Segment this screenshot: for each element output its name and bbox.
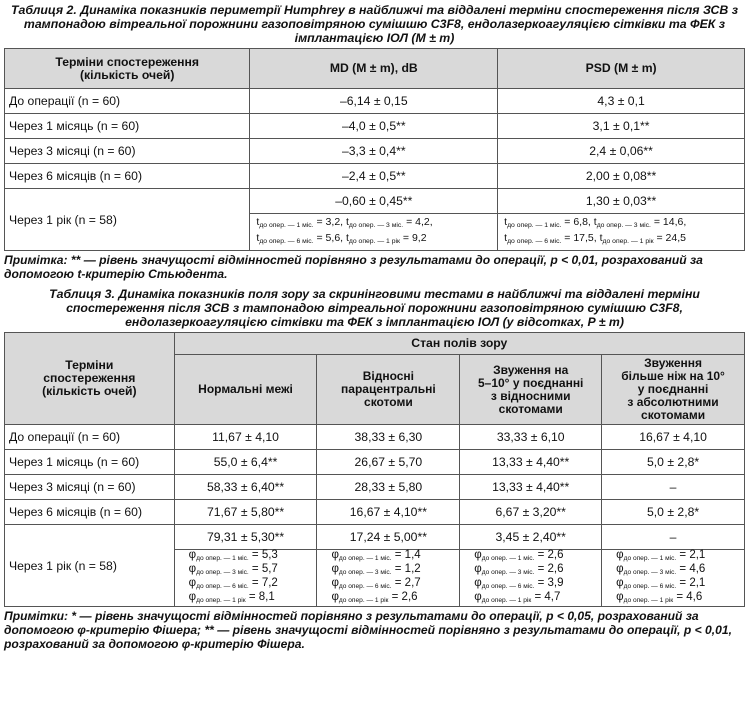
table-row — [5, 164, 745, 189]
relative-scotoma-value: 38,33 ± 6,30 — [317, 425, 460, 450]
phi-symbol: φ — [474, 577, 482, 589]
normal-value: 11,67 ± 4,10 — [174, 425, 317, 450]
phi-symbol: φ — [616, 563, 624, 575]
phi-value: = 1,4 — [391, 549, 421, 561]
table3 — [4, 332, 745, 607]
table3-header-period-line3: (кількість очей) — [42, 384, 137, 398]
psd-t-statistics — [498, 214, 745, 251]
t-subscript: до опер. — 3 міс. — [348, 222, 404, 229]
phi-line — [189, 550, 311, 564]
row-label: Через 6 місяців (n = 60) — [5, 164, 250, 189]
psd-value: 4,3 ± 0,1 — [498, 89, 745, 114]
psd-value: 1,30 ± 0,03** — [498, 189, 745, 214]
t-subscript: до опер. — 1 міс. — [507, 222, 562, 229]
psd-t-line2 — [504, 232, 738, 248]
header-line: парацентральні — [341, 382, 436, 396]
psd-t-line1 — [504, 216, 738, 232]
phi-symbol: φ — [331, 549, 339, 561]
table3-header-period-line2: спостереження — [43, 371, 136, 385]
table2-caption-label: Таблиця 2. — [10, 3, 77, 17]
psd-value: 2,4 ± 0,06** — [498, 139, 745, 164]
phi-subscript: до опер. — 1 міс. — [481, 555, 535, 562]
phi-line — [474, 564, 595, 578]
table-row — [5, 450, 745, 475]
row-label: Через 3 місяці (n = 60) — [5, 139, 250, 164]
phi-value: = 2,1 — [676, 549, 706, 561]
phi-line — [331, 564, 453, 578]
phi-subscript: до опер. — 1 рік — [481, 597, 532, 604]
phi-line — [616, 550, 738, 564]
row-label: Через 1 місяць (n = 60) — [5, 450, 175, 475]
t-value: = 5,6, — [313, 232, 346, 244]
phi-value: = 4,7 — [531, 591, 561, 603]
table2-caption-text: Динаміка показників периметрії Humphrey в найближчі та віддалені терміни спостереження після ЗСВ з тампонадою вітреальної порожнини газоповітряною сумішшю C3F8, ендолазеркоагуляцією сітківки та ФЕК з імплантацією ІОЛ (M ± m) — [23, 3, 739, 45]
table3-caption-label: Таблиця 3. — [49, 287, 115, 301]
md-t-line2 — [256, 232, 491, 248]
t-subscript: до опер. — 6 міс. — [507, 238, 562, 245]
phi-subscript: до опер. — 1 рік — [196, 597, 246, 604]
table2-header-period-line1: Терміни спостереження — [55, 54, 200, 69]
phi-value: = 2,6 — [534, 549, 564, 561]
table-row — [5, 500, 745, 525]
phi-symbol: φ — [188, 591, 197, 603]
phi-subscript: до опер. — 1 рік — [623, 597, 674, 604]
t-value: = 9,2 — [399, 232, 427, 244]
narrowing-over-10-value: 5,0 ± 2,8* — [602, 450, 745, 475]
phi-line — [189, 564, 311, 578]
md-value: –0,60 ± 0,45** — [250, 189, 498, 214]
row-label: До операції (n = 60) — [5, 425, 175, 450]
header-line: Звуження — [644, 356, 703, 370]
phi-symbol: φ — [188, 563, 197, 575]
phi-line — [474, 578, 595, 592]
phi-line — [616, 564, 738, 578]
relative-scotoma-value: 16,67 ± 4,10** — [317, 500, 460, 525]
narrowing-5-10-value: 6,67 ± 3,20** — [460, 500, 602, 525]
table3-note: Примітки: * — рівень значущості відмінностей порівняно з результатами до операції, p < 0,05, розрахований за допомогою φ-критерію Фішера; ** — рівень значущості відмінностей порівняно з результатами до операції, p < 0,01, розрахований за допомогою φ-критерію Фішера. — [4, 609, 732, 651]
phi-symbol: φ — [331, 577, 339, 589]
phi-line — [189, 592, 311, 606]
phi-symbol: φ — [474, 563, 482, 575]
table-row — [5, 139, 745, 164]
phi-statistics-narrowing-over-10 — [602, 550, 745, 607]
phi-value: = 4,6 — [673, 591, 703, 603]
narrowing-over-10-value: 16,67 ± 4,10 — [602, 425, 745, 450]
phi-value: = 1,2 — [391, 563, 421, 575]
table3-header-period — [5, 333, 175, 425]
row-label: Через 6 місяців (n = 60) — [5, 500, 175, 525]
table-row — [5, 89, 745, 114]
phi-value: = 5,3 — [248, 549, 278, 561]
narrowing-over-10-value: – — [602, 475, 745, 500]
phi-subscript: до опер. — 6 міс. — [623, 583, 677, 590]
phi-symbol: φ — [474, 591, 482, 603]
table3-caption-text: Динаміка показників поля зору за скринінговими тестами в найближчі та віддалені терміни спостереження після ЗСВ з тампонадою вітреальної порожнини газоповітряною сумішшю C3F8, ендолазеркоагуляцією сітківки та ФЕК з імплантацією ІОЛ (у відсотках, P ± m) — [66, 287, 700, 329]
table3-header-narrowing-over-10 — [602, 355, 745, 425]
table2-note: Примітка: ** — рівень значущості відмінностей порівняно з результатами до операції, p < 0,01, розрахований за допомогою t-критерію Стьюдента. — [4, 253, 703, 281]
t-subscript: до опер. — 1 рік — [602, 238, 654, 245]
phi-line — [331, 578, 453, 592]
table3-header-narrowing-5-10 — [460, 355, 602, 425]
header-line: Відносні — [362, 369, 415, 383]
table2 — [4, 48, 745, 251]
row-label: Через 3 місяці (n = 60) — [5, 475, 175, 500]
phi-line — [474, 550, 595, 564]
phi-symbol: φ — [188, 577, 197, 589]
row-label: Через 1 рік (n = 58) — [5, 189, 250, 251]
t-symbol: t — [256, 216, 260, 228]
psd-value: 2,00 ± 0,08** — [498, 164, 745, 189]
table2-header-period-line2: (кількість очей) — [79, 67, 175, 82]
table3-header-row1 — [5, 333, 745, 355]
narrowing-over-10-value: 5,0 ± 2,8* — [602, 500, 745, 525]
normal-value: 79,31 ± 5,30** — [174, 525, 317, 550]
phi-line — [189, 578, 311, 592]
t-symbol: t — [599, 232, 603, 244]
phi-value: = 2,7 — [391, 577, 421, 589]
row-label: Через 1 рік (n = 58) — [5, 525, 175, 607]
phi-value: = 4,6 — [676, 563, 706, 575]
phi-subscript: до опер. — 3 міс. — [338, 569, 392, 576]
phi-line — [616, 592, 738, 606]
relative-scotoma-value: 28,33 ± 5,80 — [317, 475, 460, 500]
phi-line — [616, 578, 738, 592]
header-line: скотомами — [498, 401, 563, 416]
t-symbol: t — [346, 216, 349, 228]
t-value: = 24,5 — [653, 232, 686, 244]
narrowing-5-10-value: 13,33 ± 4,40** — [460, 450, 602, 475]
md-value: –4,0 ± 0,5** — [250, 114, 498, 139]
phi-subscript: до опер. — 6 міс. — [481, 583, 535, 590]
phi-symbol: φ — [474, 549, 482, 561]
phi-symbol: φ — [616, 577, 624, 589]
psd-value: 3,1 ± 0,1** — [498, 114, 745, 139]
t-symbol: t — [504, 232, 508, 244]
phi-value: = 2,6 — [388, 591, 418, 603]
narrowing-5-10-value: 13,33 ± 4,40** — [460, 475, 602, 500]
table-row — [5, 525, 745, 550]
t-symbol: t — [504, 216, 508, 228]
phi-subscript: до опер. — 3 міс. — [481, 569, 535, 576]
header-line: більше ніж на 10° — [621, 369, 725, 383]
phi-subscript: до опер. — 6 міс. — [338, 583, 392, 590]
phi-subscript: до опер. — 1 міс. — [338, 555, 392, 562]
t-value: = 17,5, — [561, 232, 600, 244]
phi-line — [331, 592, 453, 606]
phi-line — [331, 550, 453, 564]
phi-value: = 5,7 — [248, 563, 278, 575]
narrowing-5-10-value: 33,33 ± 6,10 — [460, 425, 602, 450]
header-line: у поєднанні — [637, 382, 709, 396]
narrowing-over-10-value: – — [602, 525, 745, 550]
relative-scotoma-value: 17,24 ± 5,00** — [317, 525, 460, 550]
phi-symbol: φ — [331, 563, 339, 575]
row-label: Через 1 місяць (n = 60) — [5, 114, 250, 139]
table3-header-normal: Нормальні межі — [174, 355, 317, 425]
narrowing-5-10-value: 3,45 ± 2,40** — [460, 525, 602, 550]
normal-value: 55,0 ± 6,4** — [174, 450, 317, 475]
table-row — [5, 425, 745, 450]
header-line: скотоми — [364, 395, 413, 409]
phi-line — [474, 592, 595, 606]
header-line: скотомами — [641, 408, 706, 422]
table2-header-md: MD (M ± m), dB — [250, 49, 498, 89]
table3-header-period-line1: Терміни — [65, 358, 114, 372]
t-value: = 6,8, — [561, 216, 594, 228]
md-t-statistics — [250, 214, 498, 251]
phi-statistics-normal — [174, 550, 317, 607]
row-label: До операції (n = 60) — [5, 89, 250, 114]
t-value: = 14,6, — [650, 216, 687, 228]
phi-subscript: до опер. — 3 міс. — [196, 569, 249, 576]
normal-value: 58,33 ± 6,40** — [174, 475, 317, 500]
table-row — [5, 114, 745, 139]
table-row — [5, 189, 745, 214]
t-value: = 4,2, — [403, 216, 433, 228]
phi-subscript: до опер. — 1 рік — [338, 597, 389, 604]
table-row — [5, 475, 745, 500]
t-symbol: t — [346, 232, 349, 244]
table2-header-row — [5, 49, 745, 89]
t-subscript: до опер. — 3 міс. — [596, 222, 651, 229]
phi-value: = 3,9 — [534, 577, 564, 589]
header-line: Звуження на — [493, 362, 569, 377]
phi-value: = 8,1 — [245, 591, 275, 603]
phi-subscript: до опер. — 3 міс. — [623, 569, 677, 576]
phi-symbol: φ — [616, 591, 624, 603]
t-subscript: до опер. — 1 рік — [348, 238, 400, 245]
phi-symbol: φ — [188, 549, 197, 561]
header-line: 5–10° у поєднанні — [477, 375, 584, 390]
header-line: з відносними — [490, 388, 571, 403]
table3-caption — [4, 287, 745, 329]
t-value: = 3,2, — [313, 216, 346, 228]
phi-subscript: до опер. — 1 міс. — [623, 555, 677, 562]
phi-subscript: до опер. — 6 міс. — [196, 583, 249, 590]
header-line: з абсолютними — [627, 395, 719, 409]
phi-statistics-narrowing-5-10 — [460, 550, 602, 607]
t-subscript: до опер. — 1 міс. — [259, 222, 314, 229]
table2-header-psd: PSD (M ± m) — [498, 49, 745, 89]
table3-header-relative-scotomas — [317, 355, 460, 425]
phi-value: = 2,1 — [676, 577, 706, 589]
md-t-line1 — [256, 216, 491, 232]
table2-caption — [4, 3, 745, 45]
md-value: –3,3 ± 0,4** — [250, 139, 498, 164]
phi-value: = 7,2 — [248, 577, 278, 589]
phi-symbol: φ — [616, 549, 624, 561]
t-subscript: до опер. — 6 міс. — [259, 238, 314, 245]
md-value: –6,14 ± 0,15 — [250, 89, 498, 114]
relative-scotoma-value: 26,67 ± 5,70 — [317, 450, 460, 475]
phi-symbol: φ — [331, 591, 339, 603]
t-symbol: t — [256, 232, 260, 244]
phi-value: = 2,6 — [534, 563, 564, 575]
normal-value: 71,67 ± 5,80** — [174, 500, 317, 525]
md-value: –2,4 ± 0,5** — [250, 164, 498, 189]
table3-header-group: Стан полів зору — [174, 333, 744, 355]
phi-statistics-relative-scotoma — [317, 550, 460, 607]
table2-header-period — [5, 49, 250, 89]
phi-subscript: до опер. — 1 міс. — [196, 555, 249, 562]
t-symbol: t — [593, 216, 597, 228]
